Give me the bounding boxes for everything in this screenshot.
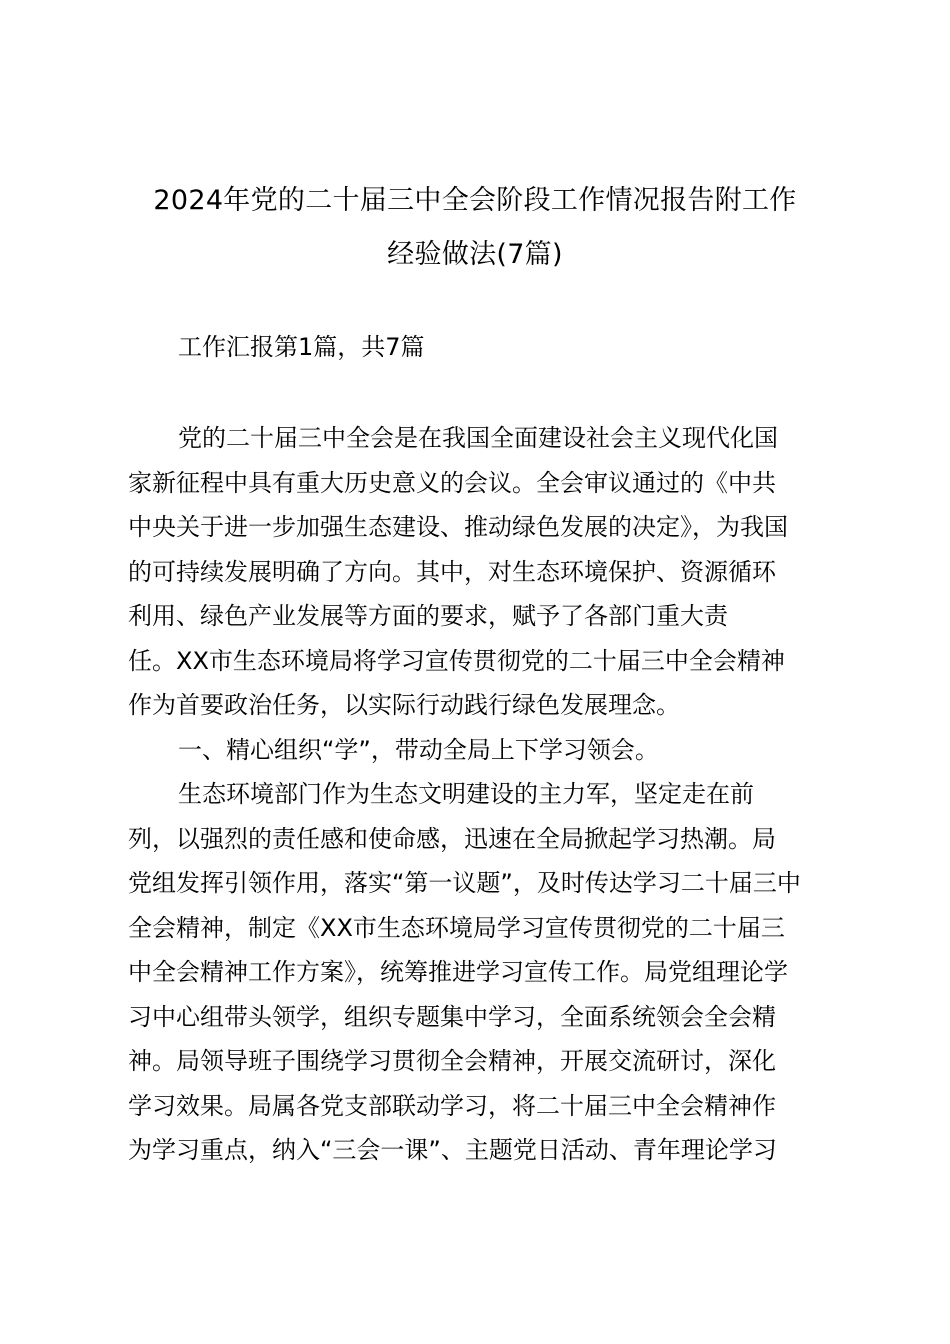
document-body xyxy=(128,416,838,1173)
document-subtitle: 工作汇报第1篇，共7篇 xyxy=(178,333,425,361)
body-line: 中全会精神工作方案》，统筹推进学习宣传工作。局党组理论学 xyxy=(128,958,788,986)
body-line: 习中心组带头领学，组织专题集中学习，全面系统领会全会精 xyxy=(128,1002,776,1031)
body-line: 党的二十届三中全会是在我国全面建设社会主义现代化国 xyxy=(178,424,778,452)
body-line: 神。局领导班子围绕学习贯彻全会精神，开展交流研讨，深化 xyxy=(128,1047,776,1075)
body-line: 任。XX市生态环境局将学习宣传贯彻党的二十届三中全会精神 xyxy=(128,646,785,675)
body-line: 学习效果。局属各党支部联动学习，将二十届三中全会精神作 xyxy=(128,1091,776,1120)
section-heading: 一、精心组织“学”，带动全局上下学习领会。 xyxy=(178,735,659,764)
document-title xyxy=(128,174,822,282)
title-line-2: 经验做法(7篇) xyxy=(387,239,563,270)
body-line: 列，以强烈的责任感和使命感，迅速在全局掀起学习热潮。局 xyxy=(128,824,776,853)
body-line: 作为首要政治任务，以实际行动践行绿色发展理念。 xyxy=(128,691,680,719)
body-line: 中央关于进一步加强生态建设、推动绿色发展的决定》，为我国 xyxy=(128,513,788,541)
title-line-1: 2024年党的二十届三中全会阶段工作情况报告附工作 xyxy=(153,185,797,216)
body-line: 利用、绿色产业发展等方面的要求，赋予了各部门重大责 xyxy=(128,602,728,630)
body-line: 家新征程中具有重大历史意义的会议。全会审议通过的《中共 xyxy=(128,468,776,497)
body-line: 生态环境部门作为生态文明建设的主力军，坚定走在前 xyxy=(178,780,754,808)
body-line: 为学习重点，纳入“三会一课”、主题党日活动、青年理论学习 xyxy=(128,1136,777,1164)
body-line: 全会精神，制定《XX市生态环境局学习宣传贯彻党的二十届三 xyxy=(128,913,785,942)
body-line: 党组发挥引领作用，落实“第一议题”，及时传达学习二十届三中 xyxy=(128,869,801,897)
body-line: 的可持续发展明确了方向。其中，对生态环境保护、资源循环 xyxy=(128,557,776,586)
